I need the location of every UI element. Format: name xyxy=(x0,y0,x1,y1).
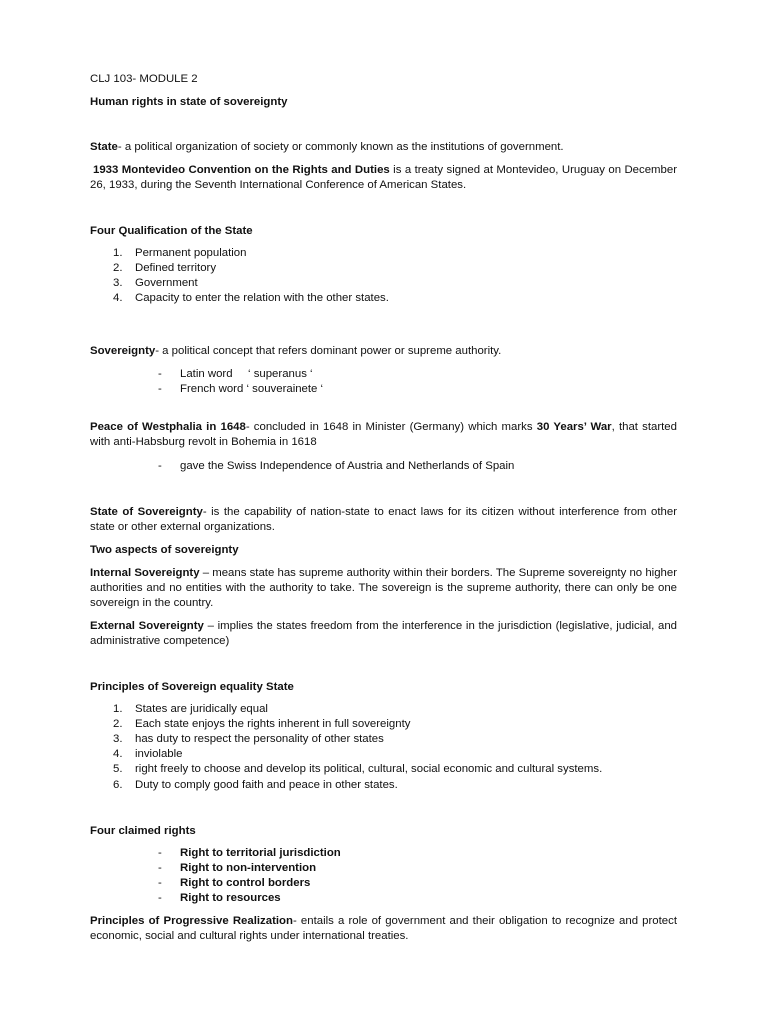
list-text: Capacity to enter the relation with the other states. xyxy=(135,292,389,304)
rights-heading xyxy=(90,824,677,839)
list-text: Each state enjoys the rights inherent in full sovereignty xyxy=(135,718,411,730)
list-item xyxy=(90,861,677,876)
list-item xyxy=(90,762,677,777)
qualification-list xyxy=(90,246,677,306)
state-term: State xyxy=(90,141,118,153)
montevideo-def-text: is a treaty signed at Montevideo, Uruguay on December 26, 1933, during the Seventh International Conference of American States. xyxy=(90,164,678,191)
list-number: 5. xyxy=(113,763,123,775)
list-item xyxy=(90,261,677,276)
progressive-realization-paragraph xyxy=(90,914,677,944)
list-item xyxy=(90,778,677,793)
list-item xyxy=(90,291,677,306)
list-number: 3. xyxy=(113,277,123,289)
montevideo-paragraph xyxy=(90,163,677,193)
westphalia-paragraph xyxy=(90,420,677,450)
title-text: Human rights in state of sovereignty xyxy=(90,96,288,108)
dash-bullet: - xyxy=(158,892,162,904)
etymology-label: French word xyxy=(180,383,244,395)
document-body xyxy=(90,72,677,944)
external-sovereignty-def-text: – implies the states freedom from the interference in the jurisdiction (legislative, judicial, and administrative competence) xyxy=(90,620,677,647)
rights-heading-text: Four claimed rights xyxy=(90,825,196,837)
progressive-realization-term: Principles of Progressive Realization xyxy=(90,915,293,927)
state-def-text: - a political organization of society or commonly known as the institutions of government. xyxy=(117,141,564,153)
list-text: right freely to choose and develop its political, cultural, social economic and cultural systems. xyxy=(135,763,603,775)
list-item xyxy=(90,459,677,474)
progressive-realization-def-text: - entails a role of government and their obligation to recognize and protect economic, social and cultural rights under international treaties. xyxy=(90,915,677,942)
list-text: Right to control borders xyxy=(180,877,311,889)
external-sovereignty-paragraph xyxy=(90,619,677,649)
list-text: States are juridically equal xyxy=(135,703,268,715)
state-of-sovereignty-term: State of Sovereignty xyxy=(90,506,203,518)
list-text: Permanent population xyxy=(135,247,247,259)
list-item xyxy=(90,702,677,717)
principles-heading xyxy=(90,680,677,695)
list-item xyxy=(90,732,677,747)
list-number: 4. xyxy=(113,292,123,304)
list-text: inviolable xyxy=(135,748,183,760)
list-text: Right to territorial jurisdiction xyxy=(180,847,341,859)
etymology-list xyxy=(90,367,677,397)
etymology-word: ‘ souverainete ‘ xyxy=(243,383,324,395)
list-text: Duty to comply good faith and peace in other states. xyxy=(135,779,398,791)
document-title xyxy=(90,95,677,110)
dash-bullet: - xyxy=(158,368,162,380)
qualification-heading xyxy=(90,224,677,239)
internal-sovereignty-def-text: – means state has supreme authority within their borders. The Supreme sovereignty no higher authorities and no entities with the authority to take. The sovereign is the supreme authority, there can only be one sovereign in the country. xyxy=(90,567,677,609)
list-text: Right to resources xyxy=(180,892,281,904)
list-item xyxy=(90,246,677,261)
principles-list xyxy=(90,702,677,793)
list-item xyxy=(90,717,677,732)
westphalia-list xyxy=(90,459,677,474)
list-text: gave the Swiss Independence of Austria and Netherlands of Spain xyxy=(180,460,515,472)
list-number: 1. xyxy=(113,703,123,715)
sovereignty-def-text: - a political concept that refers dominant power or supreme authority. xyxy=(155,345,502,357)
sovereignty-term: Sovereignty xyxy=(90,345,156,357)
principles-heading-text: Principles of Sovereign equality State xyxy=(90,681,294,693)
course-code: CLJ 103- MODULE 2 xyxy=(90,73,198,85)
list-text: Defined territory xyxy=(135,262,217,274)
rights-list xyxy=(90,846,677,906)
list-number: 2. xyxy=(113,718,123,730)
sovereignty-definition xyxy=(90,344,677,359)
dash-bullet: - xyxy=(158,847,162,859)
list-number: 1. xyxy=(113,247,123,259)
etymology-label: Latin word xyxy=(180,368,233,380)
list-text: has duty to respect the personality of other states xyxy=(135,733,384,745)
state-of-sovereignty-def-text: - is the capability of nation-state to enact laws for its citizen without interference from other state or other external organizations. xyxy=(90,506,677,533)
aspects-heading xyxy=(90,543,677,558)
westphalia-def-text-2: , that started with anti-Habsburg revolt in Bohemia in 1618 xyxy=(90,421,677,448)
state-definition xyxy=(90,140,677,155)
etymology-word: ‘ superanus ‘ xyxy=(248,368,313,380)
state-of-sovereignty-paragraph xyxy=(90,505,677,535)
montevideo-term: 1933 Montevideo Convention on the Rights and Duties xyxy=(93,164,390,176)
list-number: 4. xyxy=(113,748,123,760)
list-item xyxy=(90,747,677,762)
aspects-heading-text: Two aspects of sovereignty xyxy=(90,544,239,556)
list-item xyxy=(90,367,677,382)
list-text: Right to non-intervention xyxy=(180,862,317,874)
list-item xyxy=(90,382,677,397)
list-item xyxy=(90,846,677,861)
dash-bullet: - xyxy=(158,862,162,874)
dash-bullet: - xyxy=(158,460,162,472)
dash-bullet: - xyxy=(158,383,162,395)
westphalia-term: Peace of Westphalia in 1648 xyxy=(90,421,246,433)
list-number: 2. xyxy=(113,262,123,274)
internal-sovereignty-paragraph xyxy=(90,566,677,611)
internal-sovereignty-term: Internal Sovereignty xyxy=(90,567,200,579)
westphalia-war: 30 Years’ War xyxy=(536,421,612,433)
list-item xyxy=(90,276,677,291)
list-number: 3. xyxy=(113,733,123,745)
list-text: Government xyxy=(135,277,198,289)
list-item xyxy=(90,876,677,891)
list-number: 6. xyxy=(113,779,123,791)
westphalia-def-text-1: - concluded in 1648 in Minister (Germany) which marks xyxy=(245,421,537,433)
qualification-heading-text: Four Qualification of the State xyxy=(90,225,253,237)
list-item xyxy=(90,891,677,906)
dash-bullet: - xyxy=(158,877,162,889)
external-sovereignty-term: External Sovereignty xyxy=(90,620,204,632)
